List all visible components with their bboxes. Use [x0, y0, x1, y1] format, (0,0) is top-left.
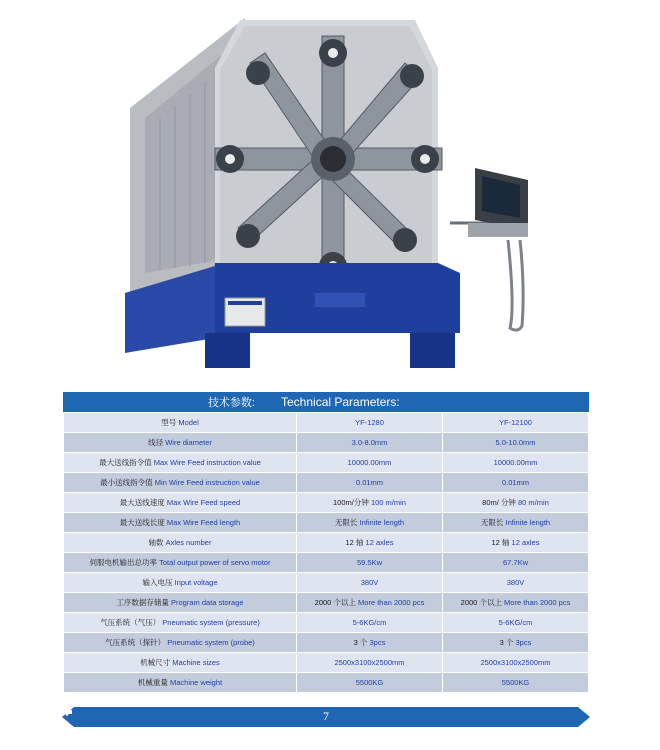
- value-cn: 80m/ 分钟: [482, 498, 518, 507]
- value-en: YF-1280: [355, 418, 384, 427]
- value-cell-yf12100: [443, 653, 589, 673]
- param-label-en: Machine weight: [169, 678, 223, 687]
- table-row: [64, 613, 589, 633]
- param-label-cn: 机械尺寸: [140, 658, 173, 667]
- value-cell-yf1280: [297, 433, 443, 453]
- value-en: 12 axles: [365, 538, 394, 547]
- param-label-en: Model: [178, 418, 199, 427]
- param-label-cn: 最大送线指令值: [99, 458, 154, 467]
- value-en: 5500KG: [355, 678, 384, 687]
- value-cn: 3 个: [499, 638, 516, 647]
- table-row: [64, 653, 589, 673]
- value-en: 100 m/min: [370, 498, 406, 507]
- table-row: [64, 453, 589, 473]
- value-en: 10000.00mm: [493, 458, 538, 467]
- value-en: 0.01mm: [355, 478, 384, 487]
- value-cell-yf12100: [443, 453, 589, 473]
- value-cn: 无限长: [480, 518, 506, 527]
- value-cell-yf12100: [443, 513, 589, 533]
- param-label-en: Machine sizes: [172, 658, 220, 667]
- value-cell-yf12100: [443, 413, 589, 433]
- value-cell-yf1280: [297, 473, 443, 493]
- param-label-en: Input voltage: [174, 578, 218, 587]
- value-en: 12 axles: [511, 538, 540, 547]
- value-cell-yf12100: [443, 533, 589, 553]
- param-label-cell: [64, 593, 297, 613]
- value-cell-yf12100: [443, 553, 589, 573]
- param-label-en: Program data storage: [171, 598, 244, 607]
- value-cell-yf1280: [297, 413, 443, 433]
- value-cell-yf1280: [297, 633, 443, 653]
- param-label-cn: 最小送线指令值: [100, 478, 155, 487]
- table-row: [64, 473, 589, 493]
- value-cn: 3 个: [353, 638, 370, 647]
- table-row: [64, 593, 589, 613]
- value-cell-yf1280: [297, 533, 443, 553]
- value-en: 380V: [360, 578, 379, 587]
- param-label-cn: 最大送线长度: [119, 518, 167, 527]
- value-cell-yf12100: [443, 433, 589, 453]
- table-row: [64, 493, 589, 513]
- param-label-cell: [64, 553, 297, 573]
- param-label-cn: 型号: [161, 418, 179, 427]
- param-label-cn: 伺服电机输出总功率: [89, 558, 160, 567]
- value-en: 2500x3100x2500mm: [334, 658, 405, 667]
- value-en: Infinite length: [359, 518, 405, 527]
- table-row: [64, 533, 589, 553]
- value-en: 3.0-8.0mm: [351, 438, 388, 447]
- param-label-en: Wire diameter: [165, 438, 212, 447]
- param-label-cell: [64, 673, 297, 693]
- value-en: 59.5Kw: [356, 558, 383, 567]
- value-cell-yf12100: [443, 673, 589, 693]
- value-cell-yf1280: [297, 653, 443, 673]
- param-label-en: Pneumatic system (probe): [167, 638, 255, 647]
- value-cell-yf1280: [297, 573, 443, 593]
- value-en: More than 2000 pcs: [504, 598, 571, 607]
- value-cn: 12 轴: [345, 538, 366, 547]
- value-en: 67.7Kw: [502, 558, 529, 567]
- param-label-en: Axles number: [165, 538, 212, 547]
- value-cn: 无限长: [334, 518, 360, 527]
- value-cell-yf1280: [297, 493, 443, 513]
- param-label-cn: 机械重量: [137, 678, 170, 687]
- value-cell-yf1280: [297, 553, 443, 573]
- value-en: 3pcs: [369, 638, 386, 647]
- table-row: [64, 673, 589, 693]
- param-label-en: Max Wire Feed length: [166, 518, 241, 527]
- value-en: 5-6KG/cm: [352, 618, 387, 627]
- value-cell-yf1280: [297, 513, 443, 533]
- spec-table-header: [63, 392, 589, 412]
- value-en: 80 m/min: [518, 498, 549, 507]
- value-cell-yf12100: [443, 473, 589, 493]
- value-cell-yf1280: [297, 453, 443, 473]
- table-row: [64, 553, 589, 573]
- value-en: 10000.00mm: [347, 458, 392, 467]
- value-cell-yf1280: [297, 613, 443, 633]
- page-number: 7: [323, 709, 329, 723]
- param-label-cell: [64, 453, 297, 473]
- value-cn: 12 轴: [491, 538, 512, 547]
- param-label-cell: [64, 633, 297, 653]
- value-en: 0.01mm: [501, 478, 530, 487]
- spec-table-body: [63, 412, 589, 693]
- param-label-cn: 线径: [148, 438, 166, 447]
- header-title-cn: 技术参数:: [207, 397, 255, 409]
- param-label-en: Max Wire Feed speed: [166, 498, 241, 507]
- table-row: [64, 413, 589, 433]
- value-en: 5.0-10.0mm: [495, 438, 536, 447]
- param-label-cn: 输入电压: [142, 578, 175, 587]
- value-en: 3pcs: [515, 638, 532, 647]
- value-cell-yf12100: [443, 593, 589, 613]
- param-label-cell: [64, 653, 297, 673]
- value-en: 2500x3100x2500mm: [480, 658, 551, 667]
- value-en: 5-6KG/cm: [498, 618, 533, 627]
- value-cell-yf12100: [443, 493, 589, 513]
- spec-table: [63, 392, 589, 693]
- value-en: More than 2000 pcs: [358, 598, 425, 607]
- param-label-en: Max Wire Feed instruction value: [153, 458, 261, 467]
- value-cn: 2000 个以上: [460, 598, 505, 607]
- value-cell-yf12100: [443, 573, 589, 593]
- param-label-cn: 气压系统（气压）: [100, 618, 163, 627]
- param-label-en: Min Wire Feed instruction value: [154, 478, 260, 487]
- machine-photo: [120, 8, 560, 390]
- param-label-cell: [64, 533, 297, 553]
- table-row: [64, 633, 589, 653]
- param-label-en: Pneumatic system (pressure): [162, 618, 260, 627]
- param-label-cn: 工序数据存储量: [116, 598, 172, 607]
- value-cell-yf12100: [443, 633, 589, 653]
- param-label-cell: [64, 433, 297, 453]
- param-label-cn: 最大送线速度: [119, 498, 167, 507]
- param-label-cell: [64, 413, 297, 433]
- param-label-en: Total output power of servo motor: [159, 558, 271, 567]
- triangle-right-icon[interactable]: [62, 707, 72, 717]
- value-cn: 2000 个以上: [314, 598, 359, 607]
- param-label-cn: 气压系统（探针）: [105, 638, 168, 647]
- table-row: [64, 433, 589, 453]
- value-en: 380V: [506, 578, 525, 587]
- value-cn: 100m/分钟: [333, 498, 371, 507]
- param-label-cn: 轴数: [148, 538, 166, 547]
- value-en: YF-12100: [499, 418, 532, 427]
- value-en: Infinite length: [505, 518, 551, 527]
- param-label-cell: [64, 513, 297, 533]
- param-label-cell: [64, 573, 297, 593]
- table-row: [64, 573, 589, 593]
- header-title-en: Technical Parameters:: [281, 395, 400, 409]
- table-row: [64, 513, 589, 533]
- value-cell-yf12100: [443, 613, 589, 633]
- value-en: 5500KG: [501, 678, 530, 687]
- param-label-cell: [64, 473, 297, 493]
- page-footer: [62, 707, 590, 727]
- value-cell-yf1280: [297, 673, 443, 693]
- value-cell-yf1280: [297, 593, 443, 613]
- param-label-cell: [64, 613, 297, 633]
- param-label-cell: [64, 493, 297, 513]
